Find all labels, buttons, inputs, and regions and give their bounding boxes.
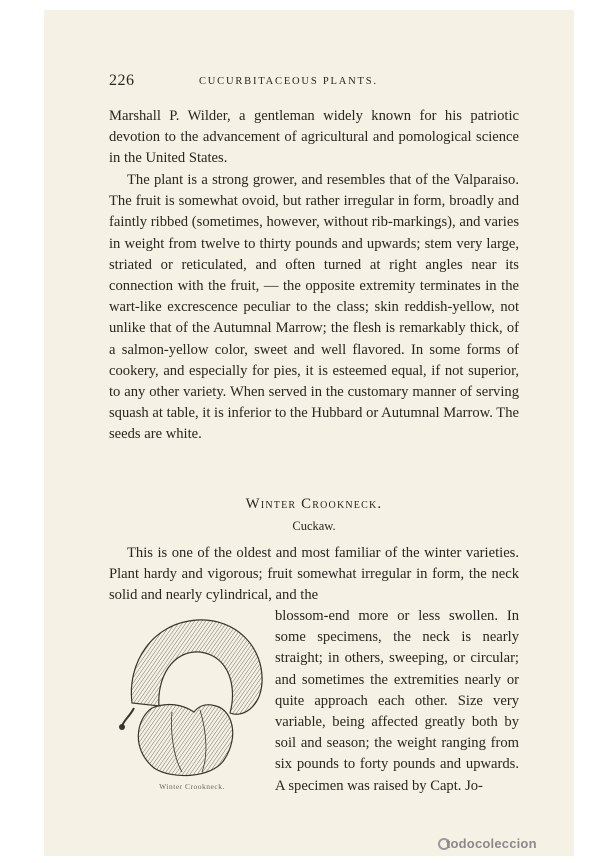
figure-caption: Winter Crookneck. xyxy=(159,782,225,791)
page-header xyxy=(109,72,519,92)
paragraph-text: Marshall P. Wilder, a gentleman widely known for his patriotic devotion to the advancement of agricultural and pomological science in the United States. xyxy=(109,108,519,167)
paragraph-description xyxy=(109,170,519,446)
section-intro xyxy=(109,543,519,607)
squash-engraving xyxy=(112,608,272,778)
paragraph-continuation xyxy=(109,106,519,170)
section-title: Winter Crookneck. xyxy=(245,496,383,512)
running-head: CUCURBITACEOUS PLANTS. xyxy=(199,76,378,87)
crookneck-squash-illustration xyxy=(112,608,272,778)
paragraph-text: This is one of the oldest and most familiar of the winter varieties. Plant hardy and vigorous; fruit somewhat irregular in form, the neck solid and nearly cylindrical, and the xyxy=(109,545,519,604)
section-wrapped-text xyxy=(275,606,519,797)
watermark-text: todocoleccion xyxy=(446,836,537,851)
page-number: 226 xyxy=(109,72,135,89)
section-subtitle: Cuckaw. xyxy=(292,519,336,533)
paragraph-text: blossom-end more or less swollen. In some specimens, the neck is nearly straight; in others, sweeping, or circular; and sometimes the extremities nearly or quite approach each other. Size very variable, being affected greatly both by soil and season; the weight ranging from six pounds to forty pounds and upwards. A specimen was raised by Capt. Jo- xyxy=(275,608,519,794)
paragraph-text: The plant is a strong grower, and resembles that of the Valparaiso. The fruit is somewhat ovoid, but rather irregular in form, broadly and faintly ribbed (sometimes, however, without rib-markings), and varies in weight from twelve to thirty pounds and upwards; stem very large, striated or reticulated, and often turned at right angles near its connection with the fruit, — the opposite extremity terminates in the wart-like excrescence peculiar to the class; skin reddish-yellow, not unlike that of the Autumnal Marrow; the flesh is remarkably thick, of a salmon-yellow color, sweet and well flavored. In some forms of cookery, and especially for pies, it is esteemed equal, if not superior, to any other variety. When served in the customary manner of serving squash at table, it is inferior to the Hubbard or Autumnal Marrow. The seeds are white. xyxy=(109,172,519,443)
